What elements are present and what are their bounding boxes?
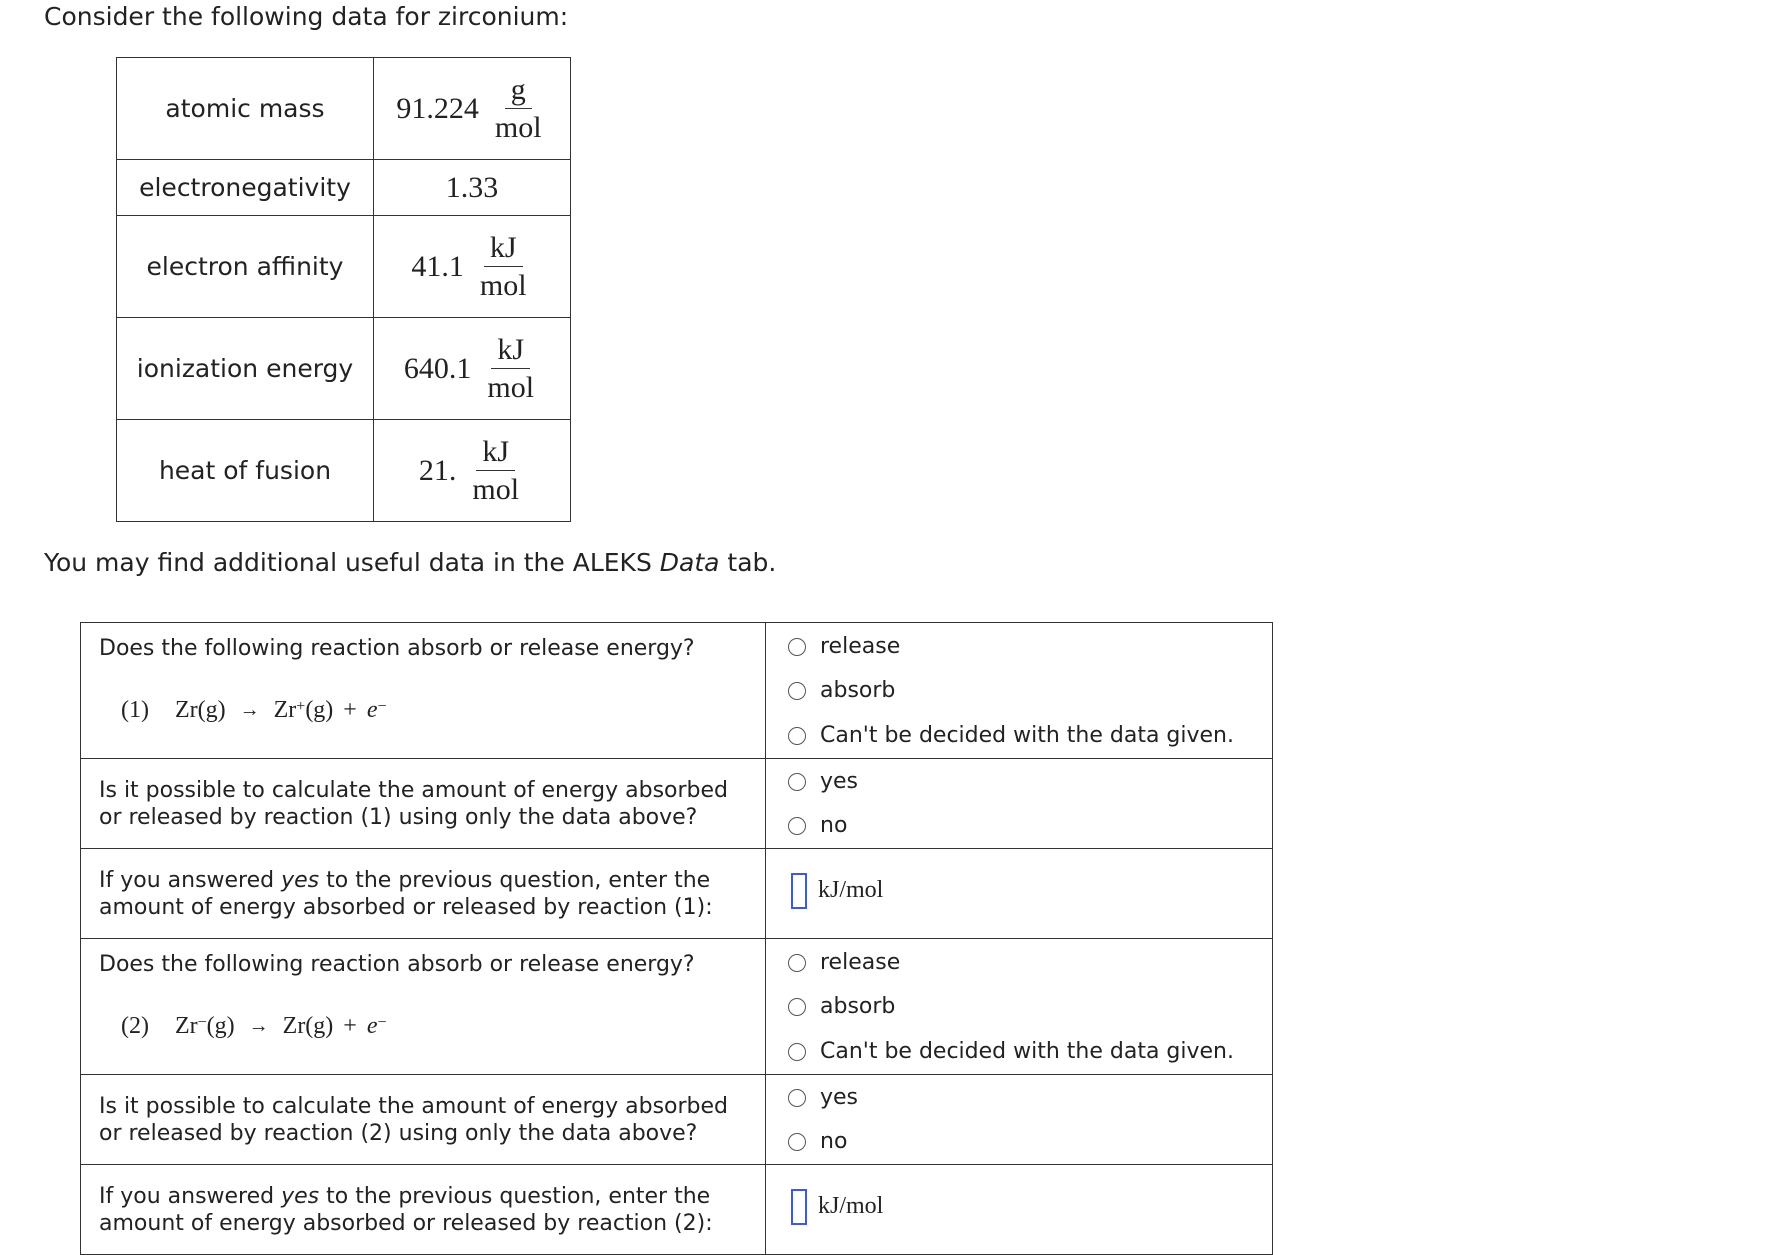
radio-circle-icon[interactable] [788,682,806,700]
energy-input-2[interactable] [791,1189,807,1225]
unit-label: kJ/mol [818,1193,884,1219]
data-tab-note: You may find additional useful data in the ALEKS Data tab. [44,548,777,577]
radio-yes-2[interactable]: yes [788,1085,858,1110]
electron-affinity-label: electron affinity [117,216,374,318]
radio-circle-icon[interactable] [788,727,806,745]
atomic-mass-label: atomic mass [117,58,374,160]
radio-circle-icon[interactable] [788,1133,806,1151]
table-row [117,318,571,420]
radio-no-1[interactable]: no [788,813,847,838]
question-text: Is it possible to calculate the amount of energy absorbed or released by reaction (2) using only the data above? [99,1094,728,1146]
radio-circle-icon[interactable] [788,954,806,972]
unit-fraction: $\frac{kJ}{\text{mol}}$ [472,435,520,506]
zirconium-data-table [116,57,571,522]
radio-release-1[interactable]: release [788,634,900,659]
radio-circle-icon[interactable] [788,1089,806,1107]
question-text: If you answered yes to the previous question, enter the amount of energy absorbed or released by reaction (1): [99,868,713,920]
unit-fraction: $\frac{g}{\text{mol}}$ [494,73,542,144]
table-row [81,1165,1273,1255]
page-title: Consider the following data for zirconium: [44,2,569,31]
radio-circle-icon[interactable] [788,817,806,835]
radio-release-2[interactable]: release [788,950,900,975]
radio-cant-decide-1[interactable]: Can't be decided with the data given. [788,723,1234,748]
radio-circle-icon[interactable] [788,773,806,791]
radio-circle-icon[interactable] [788,998,806,1016]
question-text: Does the following reaction absorb or release energy? [99,952,695,977]
table-row [81,849,1273,939]
table-row [117,160,571,216]
reaction-1-equation: (1) Zr(g) → Zr + (g) + e − [121,697,387,723]
heat-of-fusion-value: 21. $\frac{kJ}{\text{mol}}$ [419,435,525,506]
atomic-mass-value: 91.224 $\frac{g}{\text{mol}}$ [396,73,547,144]
radio-circle-icon[interactable] [788,638,806,656]
table-row [117,216,571,318]
energy-input-1[interactable] [791,873,807,909]
unit-fraction: $\frac{kJ}{\text{mol}}$ [487,333,535,404]
table-row [117,420,571,522]
question-text: Does the following reaction absorb or release energy? [99,636,695,661]
ionization-energy-value: 640.1 $\frac{kJ}{\text{mol}}$ [404,333,540,404]
electron-affinity-value: 41.1 $\frac{kJ}{\text{mol}}$ [411,231,532,302]
table-row [81,623,1273,759]
electronegativity-value: 1.33 [445,170,499,204]
table-row [81,759,1273,849]
question-table [80,622,1273,1255]
unit-fraction: $\frac{kJ}{\text{mol}}$ [479,231,527,302]
table-row [117,58,571,160]
arrow-icon: → [248,1015,269,1037]
data-tab-link: Data [659,548,720,577]
radio-cant-decide-2[interactable]: Can't be decided with the data given. [788,1039,1234,1064]
question-text: Is it possible to calculate the amount of energy absorbed or released by reaction (1) using only the data above? [99,778,728,830]
table-row [81,939,1273,1075]
radio-circle-icon[interactable] [788,1043,806,1061]
heat-of-fusion-label: heat of fusion [117,420,374,522]
table-row [81,1075,1273,1165]
radio-no-2[interactable]: no [788,1129,847,1154]
question-text: If you answered yes to the previous question, enter the amount of energy absorbed or released by reaction (2): [99,1184,713,1236]
arrow-icon: → [239,699,260,721]
radio-yes-1[interactable]: yes [788,769,858,794]
radio-absorb-2[interactable]: absorb [788,994,895,1019]
ionization-energy-label: ionization energy [117,318,374,420]
electronegativity-label: electronegativity [117,160,374,216]
reaction-2-equation: (2) Zr − (g) → Zr(g) + e − [121,1013,387,1039]
radio-absorb-1[interactable]: absorb [788,678,895,703]
unit-label: kJ/mol [818,877,884,903]
